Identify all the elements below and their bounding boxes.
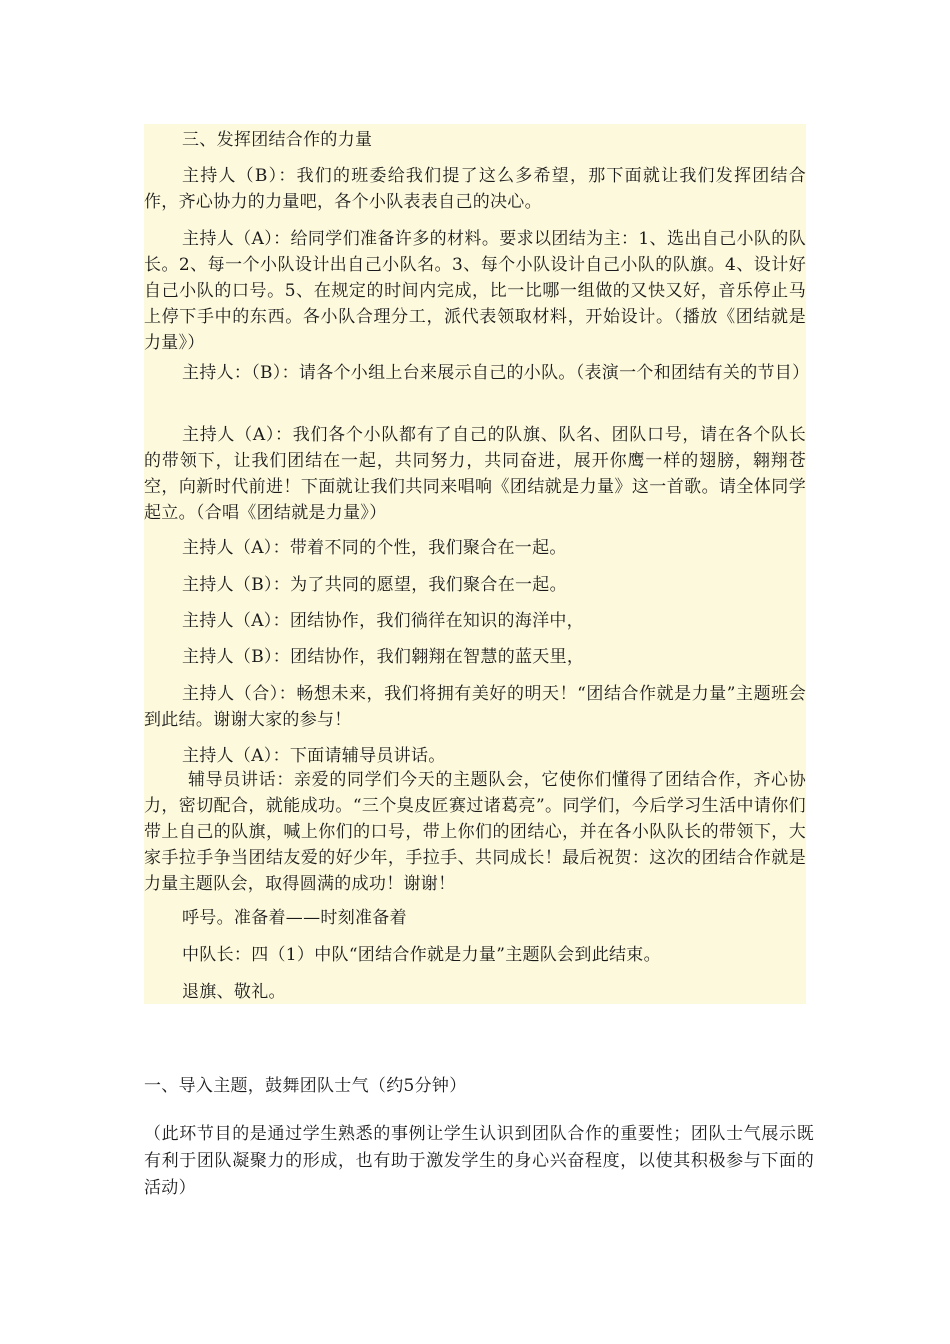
paragraph-host-together: 主持人（合）：畅想未来，我们将拥有美好的明天！“团结合作就是力量”主题班会到此结。谢谢大家的参与！ [144,684,806,730]
paragraph-host-a-counselor: 主持人（A）：下面请辅导员讲话。 [182,746,446,766]
paragraph-slogan: 呼号。准备着——时刻准备着 [182,908,407,928]
paragraph-squad-leader: 中队长：四（1）中队“团结合作就是力量”主题队会到此结束。 [182,945,661,965]
paragraph-host-b-2: 主持人（B）：为了共同的愿望，我们聚合在一起。 [182,575,567,595]
paragraph-host-a-2: 主持人（A）：带着不同的个性，我们聚合在一起。 [182,538,567,558]
section-three-heading: 三、发挥团结合作的力量 [182,130,373,150]
paragraph-host-a-materials: 主持人（A）：给同学们准备许多的材料。要求以团结为主：1、选出自己小队的队长。2、每一个小队设计出自己小队名。3、每个小队设计自己小队的队旗。4、设计好自己小队的口号。5、在规定的时间内完成，比一比哪一组做的又快又好，音乐停止马上停下手中的东西。各小队合理分工，派代表领取材料，开始设计。（播放《团结就是力量》） [144,229,806,353]
paragraph-host-a-3: 主持人（A）：团结协作，我们徜徉在知识的海洋中， [182,611,584,631]
paragraph-counselor-speech: 辅导员讲话：亲爱的同学们今天的主题队会，它使你们懂得了团结合作，齐心协力，密切配合，就能成功。“三个臭皮匠赛过诸葛亮”。同学们，今后学习生活中请你们带上自己的队旗，喊上你们的口号，带上你们的团结心，并在各小队队长的带领下，大家手拉手争当团结友爱的好少年，手拉手、共同成长！最后祝贺：这次的团结合作就是力量主题队会，取得圆满的成功！谢谢！ [144,770,806,894]
paragraph-host-a-sing: 主持人（A）：我们各个小队都有了自己的队旗、队名、团队口号，请在各个队长的带领下，让我们团结在一起，共同努力，共同奋进，展开你鹰一样的翅膀，翱翔苍空，向新时代前进！下面就让我们共同来唱响《团结就是力量》这一首歌。请全体同学起立。（合唱《团结就是力量》） [144,425,806,523]
paragraph-host-b-1: 主持人（B）：我们的班委给我们提了这么多希望，那下面就让我们发挥团结合作，齐心协力的力量吧，各个小队表表自己的决心。 [144,166,806,212]
section-one-note: （此环节目的是通过学生熟悉的事例让学生认识到团队合作的重要性；团队士气展示既有利于团队凝聚力的形成，也有助于激发学生的身心兴奋程度，以使其积极参与下面的活动） [144,1124,814,1198]
section-one-heading: 一、导入主题，鼓舞团队士气（约5分钟） [144,1076,467,1096]
paragraph-host-b-3: 主持人（B）：团结协作，我们翱翔在智慧的蓝天里， [182,647,585,667]
paragraph-flag-salute: 退旗、敬礼。 [182,982,286,1002]
paragraph-host-b-show: 主持人：（B）：请各个小组上台来展示自己的小队。（表演一个和团结有关的节目） [182,363,810,383]
